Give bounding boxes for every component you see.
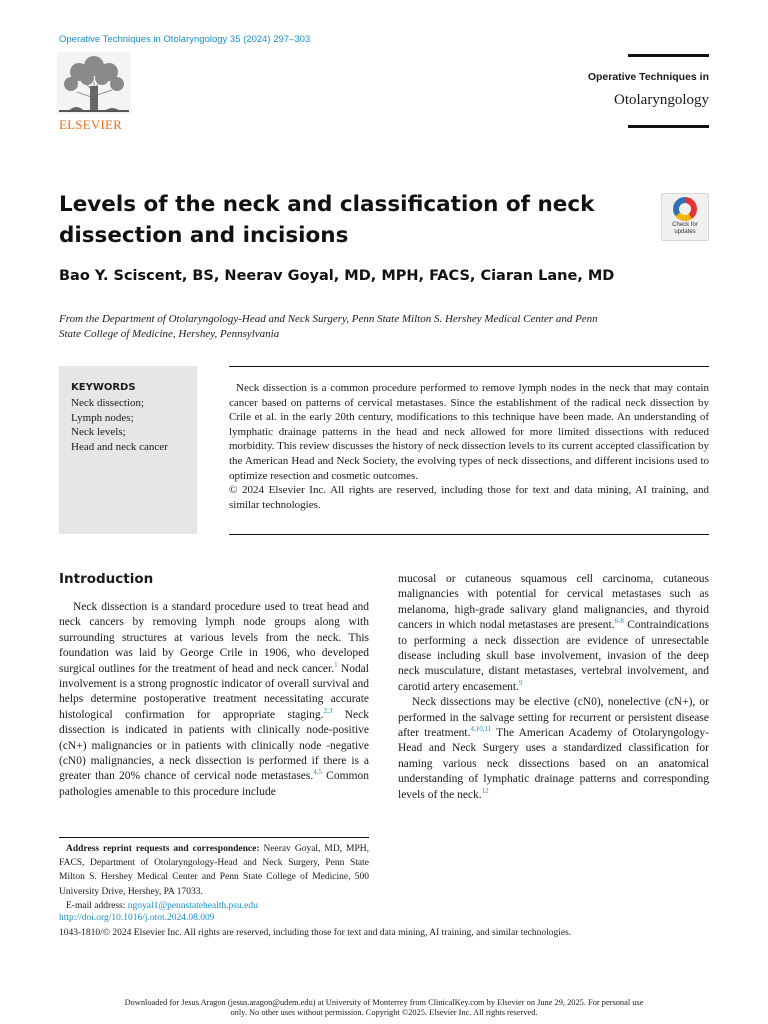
abstract-text: Neck dissection is a common procedure performed to remove lymph nodes in the neck that may contain cancer based on patterns of cervical metastases. Since the establishment of the radical neck dissection by Crile et al. in the early 20th century, modifications to this technique have been made. An understanding of lymphatic drainage patterns in the head and neck allowed for more limited dissections with reduced morbidity. This review discusses the history of neck dissection levels to its current accepted classification by the American Head and Neck Society, the evolving types of neck dissections, and different incisions used to optimize resection and cosmetic outcomes. [229, 382, 709, 482]
check-updates-label: Check for updates [672, 222, 698, 235]
body-column-left [59, 600, 369, 800]
footnote-rule [59, 837, 369, 838]
abstract-rule-bottom [229, 534, 709, 535]
article-title: Levels of the neck and classification of neck dissection and incisions [59, 192, 595, 248]
keywords-list [71, 396, 168, 454]
body-column-right [398, 572, 709, 803]
journal-title-box [587, 54, 709, 128]
correspondence-email: E-mail address: ngoyal1@pennstatehealth.psu.edu [66, 900, 258, 911]
body-paragraph: Neck dissection is a standard procedure used to treat head and neck cancers by removing lymph node groups along with surrounding structures at various levels from the neck. This foundation was laid by George Crile in 1906, who developed surgical outlines for the treatment of head and neck cancer.$^1$ Nodal involvement is a strong prognostic indicator of overall survival and helps determine postoperative treatment necessitating accurate histological confirmation for appropriate staging.$^{2,3}$ Neck dissection is indicated in patients with clinically node-positive (cN+) malignancies or in patients with clinically node -negative (cN0) malignancies, a neck dissection is performed if there is a greater than 20% chance of cervical node metastases.$^{4,5}$ Common pathologies amenable to this procedure include [59, 601, 369, 798]
abstract-copyright: © 2024 Elsevier Inc. All rights are reserved, including those for text and data mining, AI training, and similar technologies. [229, 484, 709, 511]
publisher-name: ELSEVIER [59, 117, 122, 132]
keyword-item: Neck levels; [71, 426, 126, 438]
correspondence-footnote [59, 842, 369, 913]
citation-link[interactable]: 1 [334, 660, 338, 669]
citation-link[interactable]: 2,3 [323, 707, 333, 716]
keyword-item: Neck dissection; [71, 397, 145, 409]
abstract-rule-top [229, 366, 709, 367]
citation-link[interactable]: 12 [481, 786, 489, 795]
email-link[interactable]: ngoyal1@pennstatehealth.psu.edu [127, 900, 258, 911]
keyword-item: Lymph nodes; [71, 411, 134, 424]
citation-link[interactable]: 9 [519, 679, 523, 688]
body-paragraph: mucosal or cutaneous squamous cell carcinoma, cutaneous malignancies with potential for cervical metastases such as melanoma, high-grade salivary gland malignancies, and thyroid cancers in which nodal metastases are present.$^{6-8}$ Contraindications to performing a neck dissection are evidence of unresectable disease including skull base involvement, invasion of the deep neck musculature, distant metastases, vertebral involvement, and carotid artery encasement.$^9$ [398, 573, 709, 693]
doi-link[interactable]: http://doi.org/10.1016/j.otot.2024.08.009 [59, 913, 215, 923]
article-authors: Bao Y. Sciscent, BS, Neerav Goyal, MD, MPH, FACS, Ciaran Lane, MD [59, 268, 615, 284]
body-paragraph: Neck dissections may be elective (cN0), nonelective (cN+), or performed in the salvage setting for recurrent or persistent disease after treatment.$^{4,10,11}$ The American Academy of Otolaryngology-Head and Neck Surgery uses a standardized classification for naming various neck dissections based on an anatomical understanding of lymphatic drainage patterns and corresponding levels of the neck.$^{12}$ [398, 696, 709, 801]
section-heading-introduction: Introduction [59, 571, 154, 587]
copyright-line: 1043-1810/© 2024 Elsevier Inc. All rights are reserved, including those for text and data mining, AI training, and similar technologies. [59, 928, 572, 938]
correspondence-address: Address reprint requests and correspondence: Neerav Goyal, MD, MPH, FACS, Department of Otolaryngology-Head and Neck Surgery, Penn State Milton S. Hershey Medical Center and Penn State College of Medicine, 500 University Drive, Hershey, PA 17033. [59, 844, 369, 897]
download-notice: Downloaded for Jesus Aragon (jesus.aragon@udem.edu) at University of Monterrey from ClinicalKey.com by Elsevier on June 29, 2025. For personal use only. No other uses without permission. Copyright ©2025. Elsevier Inc. All rights reserved. [124, 998, 644, 1017]
keyword-item: Head and neck cancer [71, 440, 168, 453]
citation-link[interactable]: 4,10,11 [470, 725, 492, 734]
journal-reference-link[interactable]: Operative Techniques in Otolaryngology 35 (2024) 297–303 [59, 34, 311, 45]
keywords-heading: KEYWORDS [71, 382, 136, 393]
keywords-panel [59, 366, 197, 534]
abstract [229, 381, 709, 512]
journal-rule-top [628, 54, 709, 57]
citation-link[interactable]: 4,5 [313, 768, 323, 777]
check-for-updates-button[interactable] [661, 193, 709, 241]
journal-title-line1: Operative Techniques in [587, 71, 709, 83]
citation-link[interactable]: 6-8 [614, 617, 624, 626]
crossmark-icon [673, 197, 697, 221]
journal-rule-bottom [628, 125, 709, 128]
author-affiliation: From the Department of Otolaryngology-Head and Neck Surgery, Penn State Milton S. Hershey Medical Center and Penn State College of Medicine, Hershey, Pennsylvania [59, 313, 598, 340]
journal-title-line2: Otolaryngology [614, 92, 709, 108]
